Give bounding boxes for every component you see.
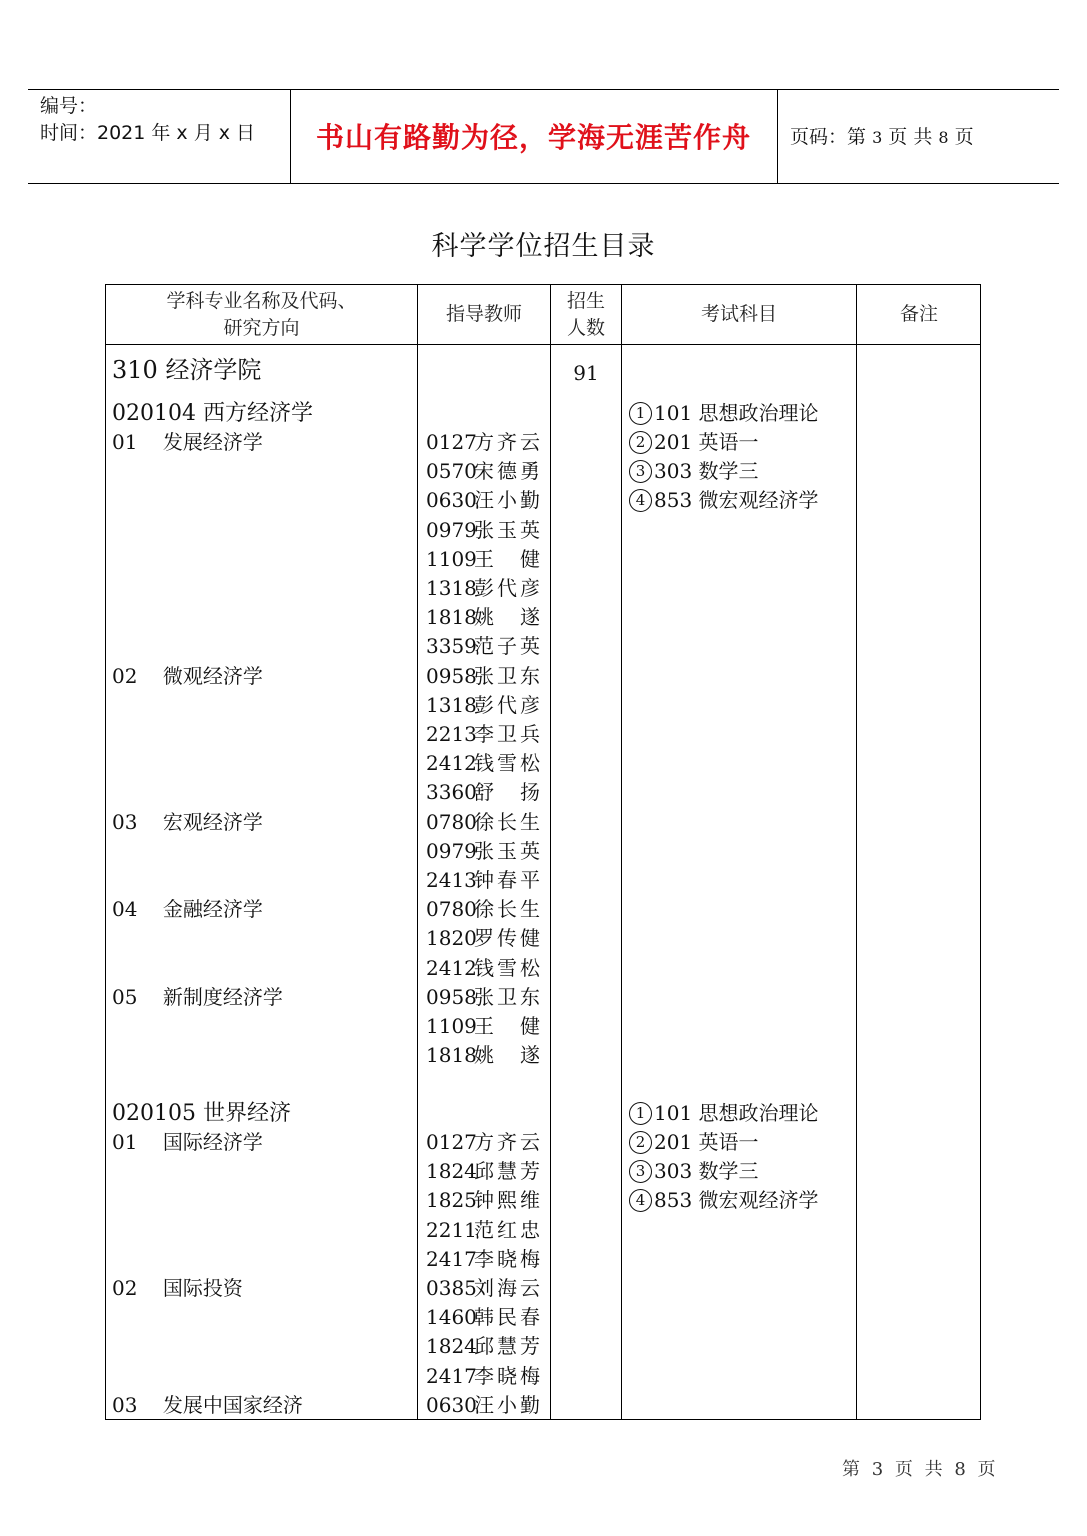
- supervisor-code: 0630: [426, 1392, 477, 1417]
- exam-subject-text: 101 思想政治理论: [654, 401, 819, 425]
- supervisor-row: [426, 574, 540, 603]
- page-current: 3: [872, 128, 883, 147]
- supervisor-code: 0630: [426, 488, 477, 513]
- exam-subject: [629, 457, 759, 486]
- page-suffix: 页: [954, 126, 974, 148]
- header-enrollment-line2: 人数: [566, 317, 605, 339]
- circled-number-icon: 1: [629, 402, 652, 425]
- major-name: 020105 世界经济: [112, 1101, 291, 1126]
- school-name: 310 经济学院: [112, 356, 262, 384]
- supervisor-row: [426, 632, 540, 661]
- supervisor-code: 1318: [426, 576, 477, 600]
- supervisor-code: 0958: [426, 663, 477, 688]
- header-exam-column: 考试科目: [700, 303, 777, 325]
- supervisor-code: 0127: [426, 430, 477, 454]
- supervisor-code: 1318: [426, 692, 477, 717]
- exam-subject: [629, 1186, 819, 1215]
- supervisor-code: 1460: [426, 1305, 477, 1330]
- supervisor-code: 2213: [426, 722, 477, 746]
- exam-subject: [629, 1128, 759, 1157]
- supervisor-name: 王健: [474, 546, 540, 571]
- supervisor-row: [426, 1391, 540, 1420]
- header-enrollment-line1: 招生: [566, 290, 605, 312]
- supervisor-code: 2412: [426, 955, 477, 980]
- supervisor-name: 钱雪松: [474, 751, 540, 776]
- supervisor-name: 钱雪松: [474, 955, 540, 980]
- header-major-line1: 学科专业名称及代码、: [166, 290, 357, 312]
- supervisor-row: [426, 895, 540, 924]
- supervisor-code: 0958: [426, 984, 477, 1009]
- supervisor-name: 范子英: [474, 634, 540, 659]
- supervisor-code: 2417: [426, 1363, 477, 1388]
- supervisor-row: [426, 603, 540, 632]
- exam-subject: [629, 399, 819, 428]
- supervisor-row: [426, 428, 540, 457]
- supervisor-row: [426, 691, 540, 720]
- table-column-divider: [417, 284, 418, 1420]
- supervisor-name: 邱慧芳: [474, 1159, 540, 1184]
- supervisor-row: [426, 837, 540, 866]
- supervisor-name: 彭代彦: [474, 576, 540, 600]
- supervisor-name: 钟熙维: [474, 1188, 540, 1213]
- direction-code: 05: [112, 985, 138, 1009]
- supervisor-row: [426, 457, 540, 486]
- supervisor-name: 张玉英: [474, 838, 540, 863]
- table-column-divider: [856, 284, 857, 1420]
- exam-subject: [629, 1157, 759, 1186]
- supervisor-row: [426, 1303, 540, 1332]
- supervisor-name: 李卫兵: [474, 722, 540, 746]
- supervisor-row: [426, 662, 540, 691]
- header-major-line2: 研究方向: [223, 317, 300, 339]
- supervisor-row: [426, 1186, 540, 1215]
- supervisor-name: 姚遂: [474, 1043, 540, 1068]
- supervisor-name: 汪小勤: [474, 1392, 540, 1417]
- direction-row: [112, 1128, 263, 1157]
- table-header-divider: [105, 344, 981, 345]
- exam-subject: [629, 1099, 819, 1128]
- direction-code: 01: [112, 1130, 138, 1154]
- direction-name: 宏观经济学: [162, 810, 263, 834]
- supervisor-row: [426, 1012, 540, 1041]
- direction-row: [112, 808, 263, 837]
- supervisor-code: 2413: [426, 868, 477, 892]
- supervisor-code: 0127: [426, 1130, 477, 1154]
- supervisor-name: 舒扬: [474, 780, 540, 805]
- header-meta: [40, 93, 255, 147]
- page-footer: 第 3 页 共 8 页: [842, 1459, 996, 1480]
- supervisor-name: 徐长生: [474, 809, 540, 834]
- document-number-label: 编号：: [40, 95, 98, 117]
- page-mid: 页 共: [888, 126, 933, 148]
- supervisor-code: 1109: [426, 1014, 477, 1038]
- supervisor-code: 0570: [426, 459, 477, 484]
- direction-code: 03: [112, 810, 138, 834]
- exam-subject: [629, 428, 759, 457]
- page-prefix: 页码：第: [790, 126, 867, 148]
- supervisor-row: [426, 486, 540, 515]
- supervisor-code: 1818: [426, 605, 477, 630]
- exam-subject-text: 201 英语一: [654, 1130, 759, 1154]
- exam-subject: [629, 486, 819, 515]
- supervisor-row: [426, 808, 540, 837]
- supervisor-code: 3359: [426, 634, 477, 659]
- supervisor-row: [426, 924, 540, 953]
- supervisor-code: 0979: [426, 517, 477, 542]
- circled-number-icon: 3: [629, 460, 652, 483]
- supervisor-code: 3360: [426, 780, 477, 805]
- supervisor-code: 0385: [426, 1276, 477, 1300]
- supervisor-name: 罗传健: [474, 926, 540, 951]
- supervisor-row: [426, 1362, 540, 1391]
- supervisor-code: 0780: [426, 809, 477, 834]
- exam-subject-text: 303 数学三: [654, 459, 759, 483]
- direction-name: 国际投资: [162, 1276, 243, 1300]
- supervisor-code: 0780: [426, 897, 477, 922]
- supervisor-code: 1825: [426, 1188, 477, 1213]
- supervisor-row: [426, 1216, 540, 1245]
- exam-subject-text: 303 数学三: [654, 1159, 759, 1183]
- supervisor-row: [426, 1274, 540, 1303]
- supervisor-row: [426, 1245, 540, 1274]
- supervisor-row: [426, 1041, 540, 1070]
- header-supervisor-column: 指导教师: [445, 303, 522, 325]
- exam-subject-text: 201 英语一: [654, 430, 759, 454]
- supervisor-name: 钟春平: [474, 868, 540, 892]
- table-column-divider: [621, 284, 622, 1420]
- supervisor-code: 1109: [426, 546, 477, 571]
- header-divider: [777, 89, 778, 183]
- supervisor-code: 1824: [426, 1159, 477, 1184]
- major-name: 020104 西方经济学: [112, 401, 313, 426]
- supervisor-code: 2211: [426, 1217, 477, 1242]
- supervisor-name: 汪小勤: [474, 488, 540, 513]
- supervisor-row: [426, 720, 540, 749]
- supervisor-name: 彭代彦: [474, 692, 540, 717]
- supervisor-row: [426, 1332, 540, 1361]
- page-total: 8: [938, 128, 949, 147]
- supervisor-name: 姚遂: [474, 605, 540, 630]
- direction-code: 01: [112, 430, 138, 454]
- supervisor-name: 张卫东: [474, 663, 540, 688]
- supervisor-row: [426, 954, 540, 983]
- supervisor-code: 0979: [426, 838, 477, 863]
- direction-row: [112, 1274, 243, 1303]
- direction-row: [112, 1391, 303, 1420]
- supervisor-name: 范红忠: [474, 1217, 540, 1242]
- exam-subject-text: 101 思想政治理论: [654, 1101, 819, 1125]
- direction-name: 发展中国家经济: [162, 1393, 303, 1417]
- circled-number-icon: 4: [629, 1189, 652, 1212]
- supervisor-name: 方齐云: [474, 1130, 540, 1154]
- circled-number-icon: 2: [629, 431, 652, 454]
- supervisor-name: 方齐云: [474, 430, 540, 454]
- direction-row: [112, 428, 263, 457]
- direction-name: 发展经济学: [162, 430, 263, 454]
- direction-code: 02: [112, 664, 138, 688]
- document-time-label: 时间：2021 年 x 月 x 日: [40, 122, 256, 144]
- direction-code: 02: [112, 1276, 138, 1300]
- supervisor-name: 韩民春: [474, 1305, 540, 1330]
- circled-number-icon: 3: [629, 1160, 652, 1183]
- header-remarks-column: 备注: [899, 303, 938, 325]
- school-enrollment-count: 91: [573, 361, 599, 385]
- supervisor-name: 徐长生: [474, 897, 540, 922]
- page-title: 科学学位招生目录: [431, 231, 656, 262]
- supervisor-code: 1820: [426, 926, 477, 951]
- table-column-divider: [550, 284, 551, 1420]
- supervisor-name: 张卫东: [474, 984, 540, 1009]
- direction-name: 金融经济学: [162, 897, 263, 921]
- supervisor-row: [426, 1128, 540, 1157]
- supervisor-code: 2417: [426, 1246, 477, 1271]
- exam-subject-text: 853 微宏观经济学: [654, 488, 819, 512]
- direction-name: 微观经济学: [162, 664, 263, 688]
- header-enrollment-column: [551, 288, 621, 342]
- supervisor-row: [426, 749, 540, 778]
- header-motto: 书山有路勤为径，学海无涯苦作舟: [315, 121, 751, 154]
- direction-code: 04: [112, 897, 138, 921]
- supervisor-name: 张玉英: [474, 517, 540, 542]
- supervisor-row: [426, 866, 540, 895]
- supervisor-row: [426, 545, 540, 574]
- circled-number-icon: 2: [629, 1131, 652, 1154]
- supervisor-row: [426, 1157, 540, 1186]
- supervisor-name: 邱慧芳: [474, 1334, 540, 1359]
- supervisor-code: 1818: [426, 1043, 477, 1068]
- direction-row: [112, 895, 263, 924]
- header-major-column: [106, 288, 417, 342]
- direction-row: [112, 662, 263, 691]
- supervisor-name: 李晓梅: [474, 1246, 540, 1271]
- header-page-indicator: [790, 122, 974, 149]
- direction-code: 03: [112, 1393, 138, 1417]
- supervisor-row: [426, 778, 540, 807]
- circled-number-icon: 4: [629, 489, 652, 512]
- supervisor-name: 李晓梅: [474, 1363, 540, 1388]
- direction-row: [112, 983, 283, 1012]
- direction-name: 国际经济学: [162, 1130, 263, 1154]
- supervisor-code: 1824: [426, 1334, 477, 1359]
- direction-name: 新制度经济学: [162, 985, 283, 1009]
- supervisor-name: 刘海云: [474, 1276, 540, 1300]
- circled-number-icon: 1: [629, 1102, 652, 1125]
- exam-subject-text: 853 微宏观经济学: [654, 1188, 819, 1212]
- supervisor-name: 王健: [474, 1014, 540, 1038]
- supervisor-row: [426, 516, 540, 545]
- supervisor-code: 2412: [426, 751, 477, 776]
- supervisor-name: 宋德勇: [474, 459, 540, 484]
- supervisor-row: [426, 983, 540, 1012]
